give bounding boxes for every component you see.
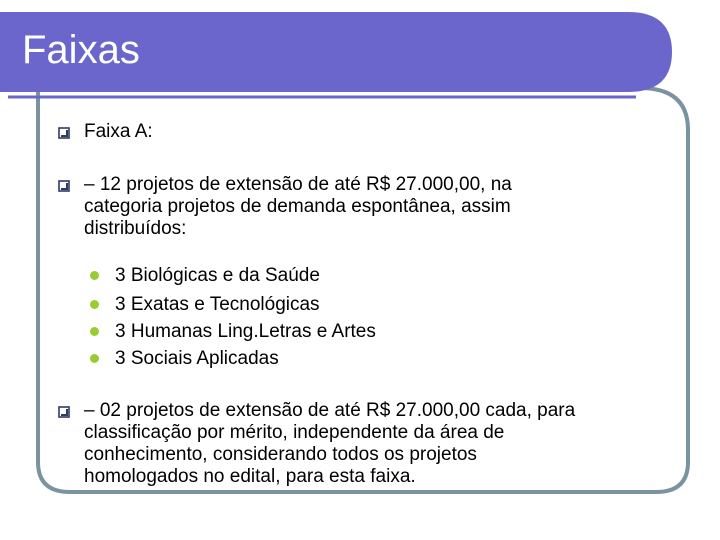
green-dot-bullet-icon (90, 271, 99, 280)
sub-bullet-humanas (90, 317, 376, 346)
sub-bullet-text: 3 Exatas e Tecnológicas (115, 294, 320, 315)
sub-bullet-text: 3 Sociais Aplicadas (115, 348, 279, 369)
sub-bullet-biologicas (90, 261, 320, 290)
sub-bullet-exatas (90, 290, 320, 319)
green-dot-bullet-icon (90, 300, 99, 309)
green-dot-bullet-icon (90, 354, 99, 363)
bullet-12-projetos (58, 174, 512, 240)
bullet-text: Faixa A: (84, 121, 153, 142)
bullet-faixa-a (58, 121, 153, 143)
square-checkbox-bullet-icon (58, 406, 70, 418)
bullet-text: – 12 projetos de extensão de até R$ 27.000,00, na categoria projetos de demanda espontânea, assim distribuídos: (84, 174, 512, 239)
green-dot-bullet-icon (90, 327, 99, 336)
slide-title: Faixas (22, 28, 140, 72)
sub-bullet-sociais (90, 344, 279, 373)
square-checkbox-bullet-icon (58, 180, 70, 192)
square-checkbox-bullet-icon (58, 127, 70, 139)
bullet-02-projetos (58, 400, 575, 488)
sub-bullet-text: 3 Biológicas e da Saúde (115, 265, 320, 286)
bullet-text: – 02 projetos de extensão de até R$ 27.000,00 cada, para classificação por mérito, independente da área de conhecimento, considerando todos os projetos homologados no edital, para esta faixa. (84, 400, 576, 487)
sub-bullet-text: 3 Humanas Ling.Letras e Artes (115, 321, 376, 342)
